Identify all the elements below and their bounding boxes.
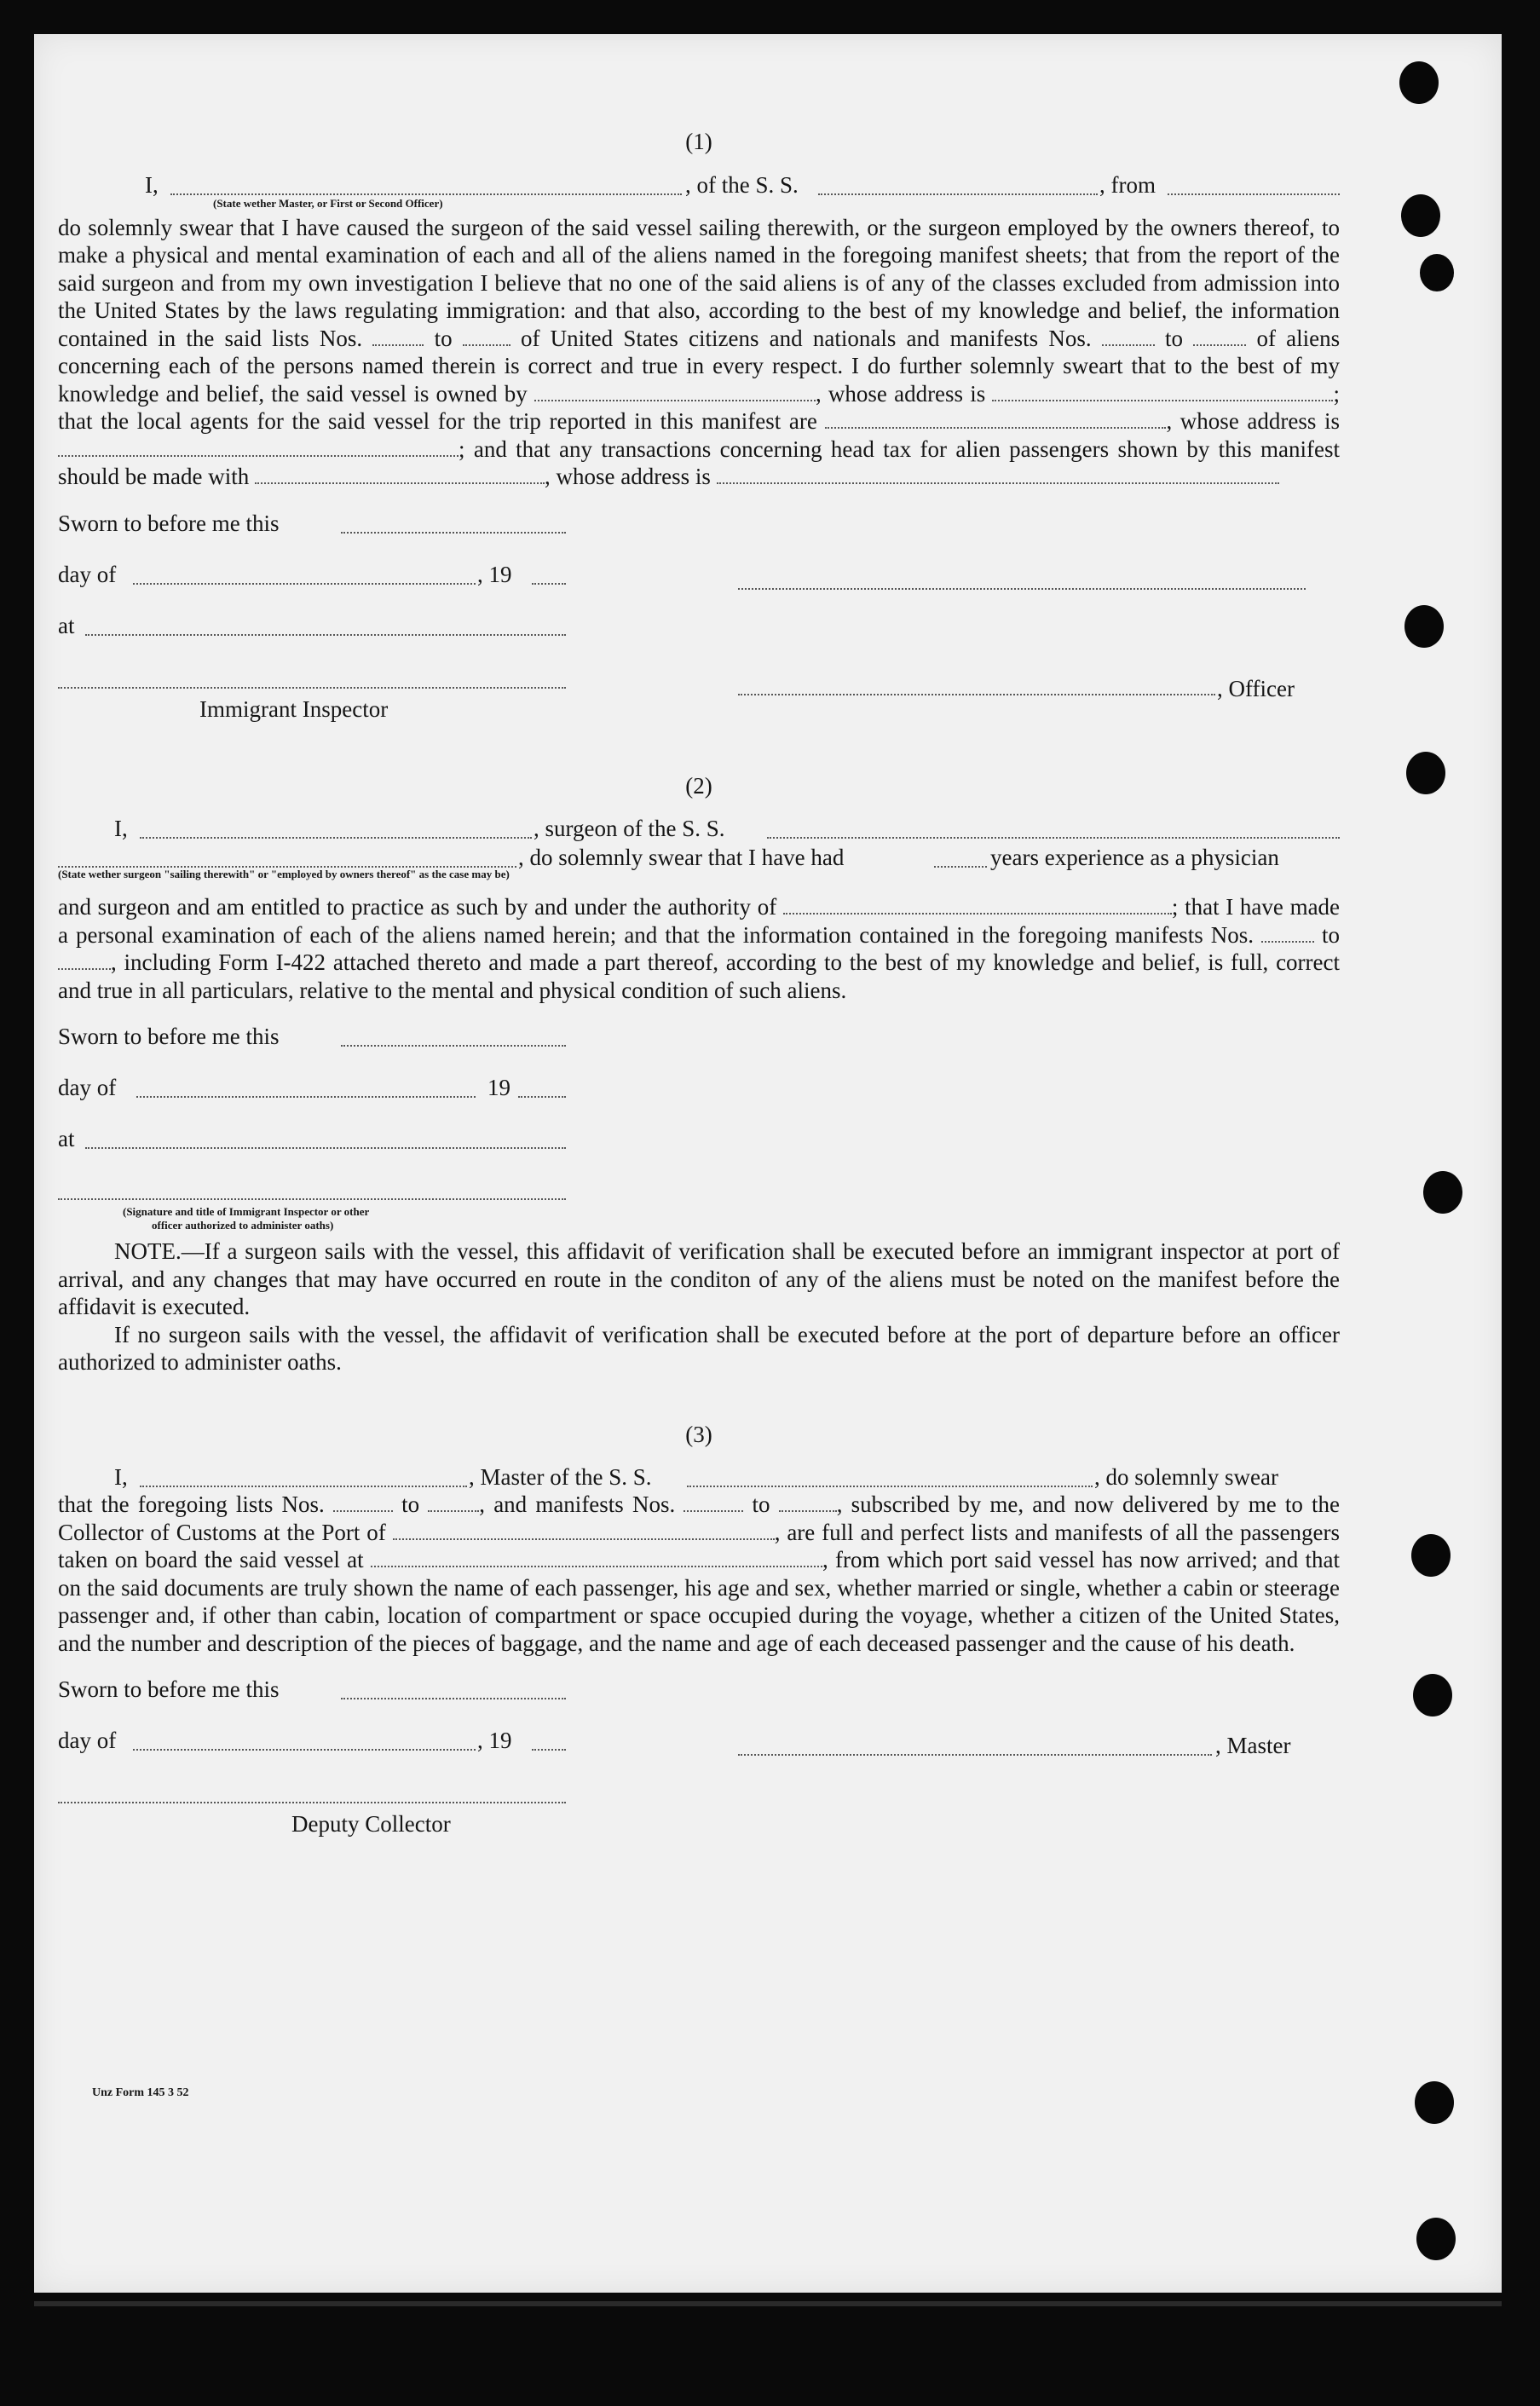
surgeon-name-lines: [58, 815, 1340, 888]
of-ss-label: , of the S. S.: [685, 171, 799, 198]
year-label: , 19: [477, 1728, 512, 1753]
year-label: , 19: [477, 561, 512, 587]
manifests-from-field[interactable]: [683, 1493, 743, 1512]
vessel-owner-field[interactable]: [534, 383, 816, 401]
page-edge: [34, 2301, 1502, 2306]
head-tax-address-field[interactable]: [717, 465, 1279, 484]
sworn-date-field[interactable]: [341, 510, 566, 534]
year-label: 19: [487, 1075, 510, 1100]
master-name-field[interactable]: [170, 171, 682, 195]
day-of-label: day of: [58, 561, 117, 587]
lists-to-field[interactable]: [428, 1493, 479, 1512]
surgeon-caption: (State wether surgeon "sailing therewith" or "employed by owners thereof" as the case may be): [58, 868, 510, 880]
month-field[interactable]: [133, 561, 476, 585]
agents-address-field[interactable]: [58, 438, 459, 457]
signature-line[interactable]: [58, 1176, 566, 1200]
place-field[interactable]: [85, 1125, 566, 1149]
surgeon-name-field[interactable]: [140, 815, 532, 839]
punch-hole: [1406, 752, 1445, 794]
vessel-name-field[interactable]: [687, 1463, 1093, 1487]
punch-hole: [1423, 1171, 1462, 1214]
at-label: at: [58, 1126, 75, 1151]
collector-label: Deputy Collector: [291, 1811, 451, 1837]
master-of-label: , Master of the S. S.: [469, 1464, 652, 1490]
section-2-number: (2): [685, 772, 712, 799]
i-label: I,: [145, 171, 159, 198]
section-3-signatures: [58, 1667, 1340, 1872]
inspector-label: Immigrant Inspector: [199, 695, 389, 722]
punch-hole: [1416, 2218, 1456, 2260]
owner-address-field[interactable]: [992, 383, 1333, 401]
punch-hole: [1415, 2081, 1454, 2124]
alien-manifest-to-field[interactable]: [1193, 327, 1246, 346]
head-tax-contact-field[interactable]: [255, 465, 545, 484]
surgeon-type-field[interactable]: [58, 844, 516, 868]
manifest-to-field[interactable]: [58, 951, 111, 970]
sworn-date-field[interactable]: [341, 1676, 566, 1699]
day-of-label: day of: [58, 1075, 117, 1100]
officer-caption: (State wether Master, or First or Second Officer): [213, 196, 443, 210]
swear-label: , do solemnly swear that I have had: [518, 845, 845, 870]
section-1-body: do solemnly swear that I have caused the surgeon of the said vessel sailing therewith, or the surgeon employed by the owners thereof, to make a physical and mental examination of each and all of the aliens named in the foregoing manifest sheets; that from the report of the said surgeon and from my own investigation I believe that no one of the said aliens is of any of the classes excluded from admission into the United States by the laws regulating immigration: and that also, according to the best of my knowledge and belief, the information contained in the said lists Nos. to of United States citizens and nationals and manifests Nos. to of aliens concerning each of the persons named therein is correct and true in every respect. I do further solemnly sweart that to the best of my knowledge and belief, the said vessel is owned by , whose address is ; that the local agents for the said vessel for the trip reported in this manifest are , whose address is ; and that any transactions concerning head tax for alien passengers shown by this manifest should be made with , whose address is: [58, 214, 1341, 489]
punch-hole: [1404, 605, 1444, 648]
swear-label: , do solemnly swear: [1094, 1464, 1278, 1490]
vessel-name-field[interactable]: [818, 171, 1098, 195]
inspector-signature-line[interactable]: [58, 665, 566, 689]
signature-caption: (Signature and title of Immigrant Inspector or other: [123, 1205, 370, 1218]
note-paragraph: If no surgeon sails with the vessel, the affidavit of verification shall be executed before at the port of departure before an officer authorized to administer oaths.: [58, 1321, 1340, 1375]
section-3-body: that the foregoing lists Nos. to , and manifests Nos. to , subscribed by me, and now delivered by me to the Collector of Customs at the Port of , are full and perfect lists and manifests of all the passengers taken on board the said vessel at , from which port said vessel has now arrived; and that on the said documents are truly shown the name of each passenger, his age and sex, whether married or single, whether a cabin or steerage passenger and, if other than cabin, location of compartment or space occupied during the voyage, whether a citizen of the United States, and the number and description of the pieces of baggage, and the name and age of each deceased passenger and the cause of his death.: [58, 1491, 1341, 1656]
signature-caption: officer authorized to administer oaths): [152, 1219, 334, 1232]
punch-hole: [1411, 1534, 1451, 1577]
sworn-label: Sworn to before me this: [58, 510, 280, 536]
month-field[interactable]: [136, 1074, 476, 1098]
local-agents-field[interactable]: [825, 410, 1166, 429]
citizen-list-to-field[interactable]: [463, 327, 510, 346]
master-name-line: [58, 171, 1340, 214]
officer-name-line[interactable]: [738, 672, 1215, 695]
master-line: [58, 1463, 1340, 1491]
note: [58, 1238, 1340, 1376]
years-label: years experience as a physician: [990, 845, 1279, 870]
port-field[interactable]: [393, 1521, 775, 1540]
year-field[interactable]: [532, 1727, 566, 1751]
citizen-list-from-field[interactable]: [372, 327, 424, 346]
authority-field[interactable]: [783, 896, 1172, 915]
collector-signature-line[interactable]: [58, 1780, 566, 1803]
alien-manifest-from-field[interactable]: [1102, 327, 1155, 346]
manifests-to-field[interactable]: [779, 1493, 837, 1512]
embark-port-field[interactable]: [371, 1549, 822, 1567]
section-2-body: and surgeon and am entitled to practice as such by and under the authority of ; that I have made a personal examination of each of the aliens named herein; and that the information contained in the foregoing manifests Nos. to , including Form I-422 attached thereto and made a part thereof, according to the best of my knowledge and belief, is full, correct and true in all particulars, relative to the mental and physical condition of such aliens.: [58, 894, 1341, 1003]
section-3-number: (3): [685, 1421, 712, 1447]
master-name-field[interactable]: [140, 1463, 467, 1487]
at-label: at: [58, 612, 75, 638]
form-number: Unz Form 145 3 52: [92, 2086, 189, 2099]
place-field[interactable]: [85, 612, 566, 636]
punch-hole: [1401, 194, 1440, 237]
surgeon-vessel-field[interactable]: [767, 815, 1340, 839]
day-of-label: day of: [58, 1728, 117, 1753]
from-label: , from: [1099, 171, 1156, 198]
year-field[interactable]: [518, 1074, 566, 1098]
section-1-number: (1): [685, 129, 712, 154]
sworn-label: Sworn to before me this: [58, 1676, 280, 1702]
master-signature-line[interactable]: [738, 1732, 1212, 1756]
from-port-field[interactable]: [1168, 171, 1340, 195]
lists-from-field[interactable]: [333, 1493, 393, 1512]
note-paragraph: NOTE.—If a surgeon sails with the vessel, this affidavit of verification shall be executed before an immigrant inspector at port of arrival, and any changes that may have occurred en route in the conditon of any of the aliens must be noted on the manifest before the affidavit is executed.: [58, 1238, 1340, 1319]
month-field[interactable]: [133, 1727, 476, 1751]
sworn-label: Sworn to before me this: [58, 1024, 280, 1049]
punch-hole: [1420, 254, 1454, 291]
section-1-signatures: [58, 501, 1340, 748]
years-field[interactable]: [934, 844, 987, 868]
surgeon-of-label: , surgeon of the S. S.: [534, 816, 725, 841]
section-2-signatures: [58, 1014, 1340, 1232]
officer-label: , Officer: [1217, 675, 1295, 701]
affidavit-content: [58, 128, 1340, 1872]
manifest-from-field[interactable]: [1261, 924, 1314, 943]
master-label: , Master: [1215, 1733, 1291, 1758]
i-label: I,: [114, 1464, 128, 1490]
officer-signature-line[interactable]: [738, 566, 1306, 590]
year-field[interactable]: [532, 561, 566, 585]
punch-hole: [1399, 61, 1439, 104]
sworn-date-field[interactable]: [341, 1023, 566, 1047]
i-label: I,: [114, 816, 128, 841]
punch-hole: [1413, 1674, 1452, 1717]
